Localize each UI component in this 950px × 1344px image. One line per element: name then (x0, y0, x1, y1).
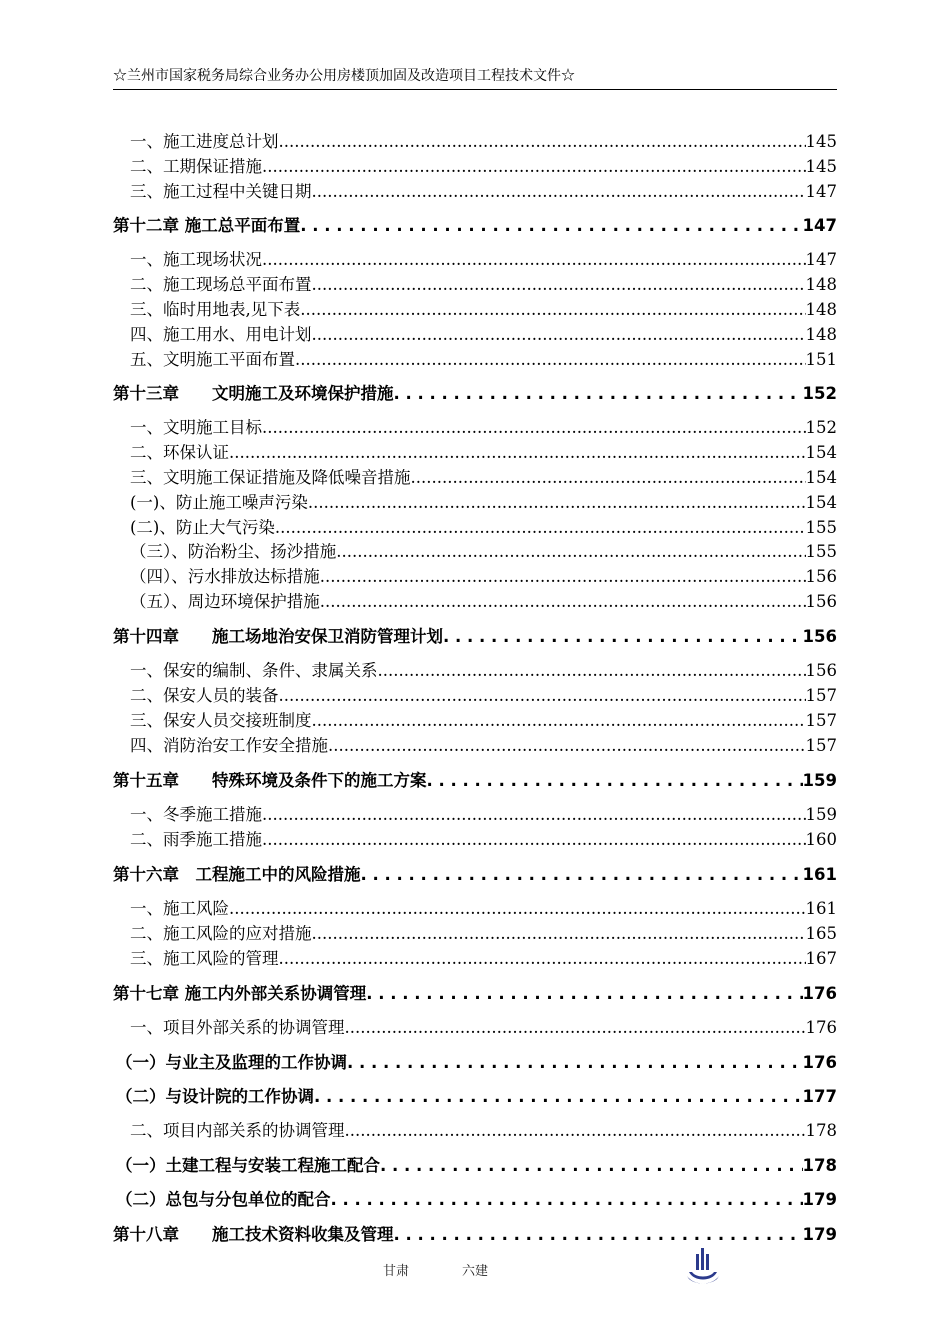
toc-section-entry[interactable] (130, 492, 837, 514)
toc-section-entry[interactable] (130, 442, 837, 464)
toc-section-entry[interactable] (130, 274, 837, 296)
toc-leader-dots (361, 864, 803, 886)
toc-chapter-entry[interactable] (113, 864, 837, 886)
toc-leader-dots (320, 566, 806, 588)
toc-page-number: 178 (802, 1156, 837, 1175)
toc-entry-label: （三）、防治粉尘、扬沙措施 (130, 542, 337, 561)
toc-leader-dots (328, 735, 806, 757)
toc-section-entry[interactable] (130, 349, 837, 371)
toc-entry-label: 第十八章 施工技术资料收集及管理 (113, 1225, 394, 1244)
toc-section-entry[interactable] (130, 249, 837, 271)
toc-leader-dots (308, 492, 806, 514)
toc-section-entry[interactable] (130, 156, 837, 178)
toc-entry-label: 三、施工过程中关键日期 (130, 182, 312, 201)
toc-leader-dots (411, 467, 806, 489)
toc-page-number: 155 (805, 542, 837, 561)
toc-leader-dots (262, 417, 806, 439)
toc-section-entry[interactable] (130, 710, 837, 732)
toc-leader-dots (279, 685, 806, 707)
toc-page-number: 148 (805, 300, 837, 319)
toc-leader-dots (262, 249, 806, 271)
toc-page-number: 154 (805, 443, 837, 462)
toc-entry-label: 二、雨季施工措施 (130, 830, 262, 849)
toc-section-entry[interactable] (130, 517, 837, 539)
toc-section-entry[interactable] (130, 417, 837, 439)
toc-section-entry[interactable] (130, 467, 837, 489)
toc-chapter-entry[interactable] (116, 1189, 837, 1211)
toc-section-entry[interactable] (130, 829, 837, 851)
toc-page-number: 165 (805, 924, 837, 943)
toc-leader-dots (443, 626, 803, 648)
toc-page-number: 156 (802, 627, 837, 646)
toc-page-number: 157 (805, 711, 837, 730)
toc-entry-label: 一、施工进度总计划 (130, 132, 279, 151)
toc-entry-label: （一）与业主及监理的工作协调 (116, 1053, 347, 1072)
toc-entry-label: 二、项目内部关系的协调管理 (130, 1121, 345, 1140)
toc-page-number: 152 (802, 384, 837, 403)
toc-leader-dots (312, 324, 806, 346)
toc-leader-dots (275, 517, 806, 539)
toc-entry-label: 第十七章 施工内外部关系协调管理 (113, 984, 367, 1003)
toc-entry-label: 第十六章 工程施工中的风险措施 (113, 865, 361, 884)
toc-section-entry[interactable] (130, 541, 837, 563)
toc-leader-dots (312, 181, 806, 203)
toc-entry-label: 三、临时用地表,见下表 (130, 300, 301, 319)
toc-entry-label: 第十三章 文明施工及环境保护措施 (113, 384, 394, 403)
toc-entry-label: 二、工期保证措施 (130, 157, 262, 176)
toc-section-entry[interactable] (130, 131, 837, 153)
toc-section-entry[interactable] (130, 660, 837, 682)
toc-page-number: 147 (805, 250, 837, 269)
toc-page-number: 156 (805, 592, 837, 611)
toc-section-entry[interactable] (130, 735, 837, 757)
toc-leader-dots (366, 983, 802, 1005)
toc-chapter-entry[interactable] (113, 1224, 837, 1246)
toc-entry-label: 二、保安人员的装备 (130, 686, 279, 705)
toc-leader-dots (229, 442, 806, 464)
toc-entry-label: 二、施工现场总平面布置 (130, 275, 312, 294)
toc-page-number: 157 (805, 736, 837, 755)
toc-chapter-entry[interactable] (116, 1052, 837, 1074)
toc-page-number: 147 (805, 182, 837, 201)
toc-entry-label: 一、施工现场状况 (130, 250, 262, 269)
toc-page-number: 161 (805, 899, 837, 918)
toc-leader-dots (312, 923, 806, 945)
footer-right-text: 六建 (462, 1264, 489, 1279)
toc-leader-dots (300, 215, 802, 237)
toc-page-number: 147 (802, 216, 837, 235)
toc-leader-dots (312, 710, 806, 732)
toc-page-number: 178 (805, 1121, 837, 1140)
toc-leader-dots (347, 1052, 803, 1074)
toc-chapter-entry[interactable] (113, 383, 837, 405)
toc-entry-label: 一、施工风险 (130, 899, 229, 918)
toc-page-number: 151 (805, 350, 837, 369)
toc-section-entry[interactable] (130, 804, 837, 826)
toc-page-number: 167 (805, 949, 837, 968)
toc-leader-dots (300, 299, 805, 321)
toc-leader-dots (279, 131, 806, 153)
toc-entry-label: （二）与设计院的工作协调 (116, 1087, 314, 1106)
toc-section-entry[interactable] (130, 1120, 837, 1142)
toc-entry-label: （一）土建工程与安装工程施工配合 (116, 1156, 380, 1175)
toc-leader-dots (345, 1120, 806, 1142)
toc-section-entry[interactable] (130, 324, 837, 346)
toc-chapter-entry[interactable] (113, 983, 837, 1005)
toc-page-number: 148 (805, 325, 837, 344)
toc-page-number: 145 (805, 157, 837, 176)
toc-entry-label: 三、施工风险的管理 (130, 949, 279, 968)
toc-entry-label: 第十二章 施工总平面布置 (113, 216, 301, 235)
toc-entry-label: 三、文明施工保证措施及降低噪音措施 (130, 468, 411, 487)
toc-leader-dots (380, 1155, 803, 1177)
toc-page-number: 148 (805, 275, 837, 294)
toc-page-number: 179 (802, 1190, 837, 1209)
toc-chapter-entry[interactable] (113, 770, 837, 792)
toc-page-number: 179 (802, 1225, 837, 1244)
toc-page-number: 156 (805, 567, 837, 586)
footer-left-text: 甘肃 (383, 1264, 410, 1279)
toc-chapter-entry[interactable] (113, 215, 837, 237)
toc-page-number: 155 (805, 518, 837, 537)
toc-section-entry[interactable] (130, 299, 837, 321)
toc-section-entry[interactable] (130, 948, 837, 970)
toc-entry-label: 一、文明施工目标 (130, 418, 262, 437)
toc-leader-dots (279, 948, 806, 970)
toc-page-number: 152 (805, 418, 837, 437)
toc-leader-dots (320, 591, 806, 613)
toc-page-number: 176 (802, 984, 837, 1003)
toc-entry-label: 四、施工用水、用电计划 (130, 325, 312, 344)
toc-entry-label: 二、施工风险的应对措施 (130, 924, 312, 943)
toc-chapter-entry[interactable] (113, 626, 837, 648)
toc-page-number: 159 (805, 805, 837, 824)
toc-page-number: 156 (805, 661, 837, 680)
toc-leader-dots (394, 1224, 803, 1246)
toc-section-entry[interactable] (130, 181, 837, 203)
toc-page-number: 176 (802, 1053, 837, 1072)
toc-entry-label: 五、文明施工平面布置 (130, 350, 295, 369)
toc-section-entry[interactable] (130, 923, 837, 945)
toc-leader-dots (345, 1017, 806, 1039)
toc-leader-dots (336, 541, 805, 563)
toc-entry-label: （四）、污水排放达标措施 (130, 567, 320, 586)
toc-page-number: 157 (805, 686, 837, 705)
toc-entry-label: 一、项目外部关系的协调管理 (130, 1018, 345, 1037)
toc-leader-dots (262, 156, 806, 178)
toc-entry-label: 第十四章 施工场地治安保卫消防管理计划 (113, 627, 443, 646)
toc-entry-label: 二、环保认证 (130, 443, 229, 462)
company-logo-icon (686, 1246, 720, 1284)
toc-leader-dots (295, 349, 806, 371)
toc-section-entry[interactable] (130, 591, 837, 613)
toc-leader-dots (378, 660, 806, 682)
toc-leader-dots (394, 383, 803, 405)
toc-entry-label: 一、保安的编制、条件、隶属关系 (130, 661, 378, 680)
toc-entry-label: （二）总包与分包单位的配合 (116, 1190, 331, 1209)
toc-page-number: 154 (805, 468, 837, 487)
toc-leader-dots (312, 274, 806, 296)
toc-page-number: 154 (805, 493, 837, 512)
toc-page-number: 145 (805, 132, 837, 151)
toc-leader-dots (331, 1189, 803, 1211)
toc-section-entry[interactable] (130, 898, 837, 920)
toc-chapter-entry[interactable] (116, 1086, 837, 1108)
toc-leader-dots (427, 770, 803, 792)
document-header: ☆兰州市国家税务局综合业务办公用房楼顶加固及改造项目工程技术文件☆ (113, 68, 575, 84)
toc-page-number: 159 (802, 771, 837, 790)
toc-leader-dots (262, 804, 806, 826)
toc-section-entry[interactable] (130, 1017, 837, 1039)
toc-entry-label: 三、保安人员交接班制度 (130, 711, 312, 730)
toc-leader-dots (262, 829, 806, 851)
toc-entry-label: 四、消防治安工作安全措施 (130, 736, 328, 755)
toc-entry-label: (二)、防止大气污染 (130, 518, 275, 537)
toc-page-number: 177 (802, 1087, 837, 1106)
toc-page-number: 160 (805, 830, 837, 849)
toc-entry-label: (一)、防止施工噪声污染 (130, 493, 308, 512)
toc-leader-dots (229, 898, 806, 920)
toc-chapter-entry[interactable] (116, 1155, 837, 1177)
toc-section-entry[interactable] (130, 566, 837, 588)
toc-page-number: 176 (805, 1018, 837, 1037)
toc-leader-dots (314, 1086, 803, 1108)
toc-section-entry[interactable] (130, 685, 837, 707)
toc-page-number: 161 (802, 865, 837, 884)
toc-entry-label: （五）、周边环境保护措施 (130, 592, 320, 611)
toc-entry-label: 第十五章 特殊环境及条件下的施工方案 (113, 771, 427, 790)
toc-entry-label: 一、冬季施工措施 (130, 805, 262, 824)
